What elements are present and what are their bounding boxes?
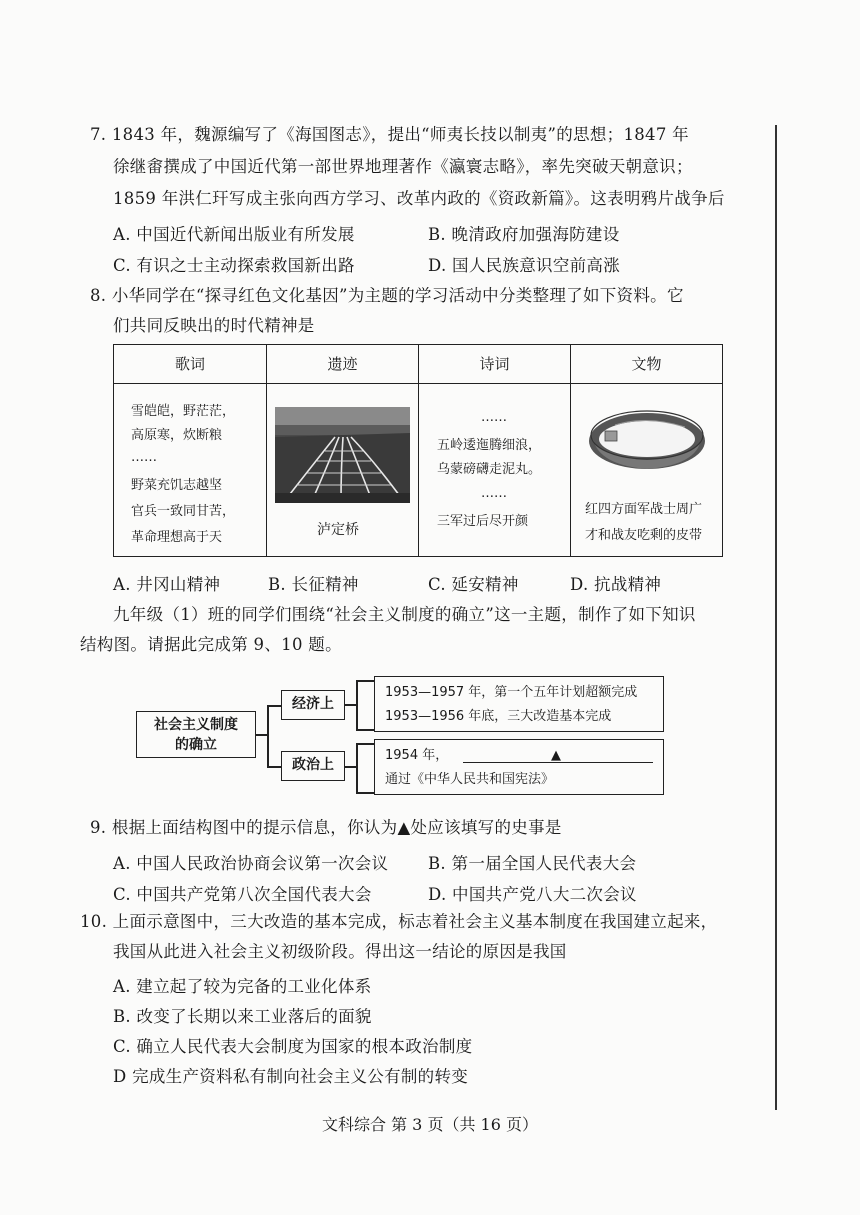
q8-option-d: D. 抗战精神 [570, 575, 662, 594]
econ-item: 1953—1957 年，第一个五年计划超额完成 [385, 685, 638, 700]
diagram-connector [356, 680, 358, 730]
diagram-connector [356, 743, 374, 745]
q8-option-a: A. 井冈山精神 [113, 575, 221, 594]
pol-item-year: 1954 年， [385, 748, 449, 763]
diagram-pol-detail [374, 739, 664, 795]
q7-option-c: C. 有识之士主动探索救国新出路 [113, 256, 355, 275]
q7-option-b: B. 晚清政府加强海防建设 [428, 225, 620, 244]
diagram-connector [356, 680, 374, 682]
q8-option-c: C. 延安精神 [428, 575, 519, 594]
q8-option-b: B. 长征精神 [268, 575, 359, 594]
lyrics-line: 革命理想高于天 [131, 530, 223, 545]
poem-line: 乌蒙磅礴走泥丸。 [437, 462, 542, 477]
lyrics-line: 野菜充饥志越坚 [131, 478, 223, 493]
root-label-line: 的确立 [175, 737, 217, 753]
diagram-connector [267, 705, 281, 707]
q9-option-d: D. 中国共产党八大二次会议 [428, 885, 637, 904]
intro-line-2: 结构图。请据此完成第 9、10 题。 [80, 635, 342, 654]
lyrics-line: 高原寒，炊断粮 [131, 428, 223, 443]
intro-line-1: 九年级（1）班的同学们围绕“社会主义制度的确立”这一主题，制作了如下知识 [113, 605, 696, 624]
diagram-pol-box: 政治上 [281, 751, 345, 781]
q9-option-c: C. 中国共产党第八次全国代表大会 [113, 885, 372, 904]
page-margin-rule [775, 125, 777, 1110]
q10-option-c: C. 确立人民代表大会制度为国家的根本政治制度 [113, 1037, 473, 1056]
triangle-marker-icon: ▲ [551, 748, 561, 763]
table-col-poem [418, 345, 570, 556]
q7-line-3: 1859 年洪仁玕写成主张向西方学习、改革内政的《资政新篇》。这表明鸦片战争后 [113, 189, 725, 208]
table-header-poem: 诗词 [419, 345, 570, 384]
q7-option-d: D. 国人民族意识空前高涨 [428, 256, 621, 275]
q10-option-d: D 完成生产资料私有制向社会主义公有制的转变 [113, 1067, 469, 1086]
table-header-relic: 文物 [571, 345, 722, 384]
root-label-line: 社会主义制度 [154, 717, 238, 733]
lyrics-line: 官兵一致同甘苦， [131, 504, 236, 519]
luding-bridge-photo [275, 407, 410, 507]
diagram-root-box [136, 711, 256, 758]
leather-belt-photo [585, 405, 709, 485]
diagram-econ-box: 经济上 [281, 690, 345, 720]
poem-line: 三军过后尽开颜 [437, 514, 529, 529]
q8-line-2: 们共同反映出的时代精神是 [113, 316, 315, 335]
q10-option-a: A. 建立起了较为完备的工业化体系 [113, 977, 372, 996]
q7-line-1: 7. 1843 年，魏源编写了《海国图志》，提出“师夷长技以制夷”的思想；1847 年 [90, 125, 689, 144]
q10-line-2: 我国从此进入社会主义初级阶段。得出这一结论的原因是我国 [113, 942, 567, 961]
q10-line-1: 10. 上面示意图中，三大改造的基本完成，标志着社会主义基本制度在我国建立起来， [80, 912, 718, 931]
pol-item-constitution: 通过《中华人民共和国宪法》 [385, 772, 555, 787]
table-header-site: 遗迹 [267, 345, 418, 384]
diagram-connector [267, 705, 269, 767]
econ-item: 1953—1956 年底，三大改造基本完成 [385, 709, 612, 724]
table-col-site [266, 345, 418, 556]
relic-caption-line: 才和战友吃剩的皮带 [585, 528, 703, 543]
page-footer: 文科综合 第 3 页（共 16 页） [322, 1115, 538, 1134]
q7-line-2: 徐继畬撰成了中国近代第一部世界地理著作《瀛寰志略》，率先突破天朝意识； [113, 157, 693, 176]
q9-option-a: A. 中国人民政治协商会议第一次会议 [113, 854, 389, 873]
q7-option-a: A. 中国近代新闻出版业有所发展 [113, 225, 355, 244]
q8-line-1: 8. 小华同学在“探寻红色文化基因”为主题的学习活动中分类整理了如下资料。它 [90, 286, 684, 305]
table-col-relic [570, 345, 722, 556]
q9-stem: 9. 根据上面结构图中的提示信息，你认为▲处应该填写的史事是 [90, 818, 562, 837]
diagram-econ-detail [374, 676, 664, 732]
poem-line: 五岭逶迤腾细浪， [437, 438, 542, 453]
diagram-connector [356, 743, 358, 793]
table-header-lyrics: 歌词 [114, 345, 266, 384]
diagram-connector [356, 792, 374, 794]
materials-table [113, 344, 723, 557]
site-caption: 泸定桥 [317, 522, 359, 538]
relic-caption-line: 红四方面军战士周广 [585, 502, 703, 517]
lyrics-line: 雪皑皑，野茫茫， [131, 404, 236, 419]
diagram-connector [356, 729, 374, 731]
lyrics-line: …… [131, 450, 157, 465]
poem-line: …… [481, 486, 507, 501]
poem-line: …… [481, 410, 507, 425]
diagram-connector [267, 766, 281, 768]
q10-option-b: B. 改变了长期以来工业落后的面貌 [113, 1007, 372, 1026]
q9-option-b: B. 第一届全国人民代表大会 [428, 854, 637, 873]
table-col-lyrics [114, 345, 266, 556]
